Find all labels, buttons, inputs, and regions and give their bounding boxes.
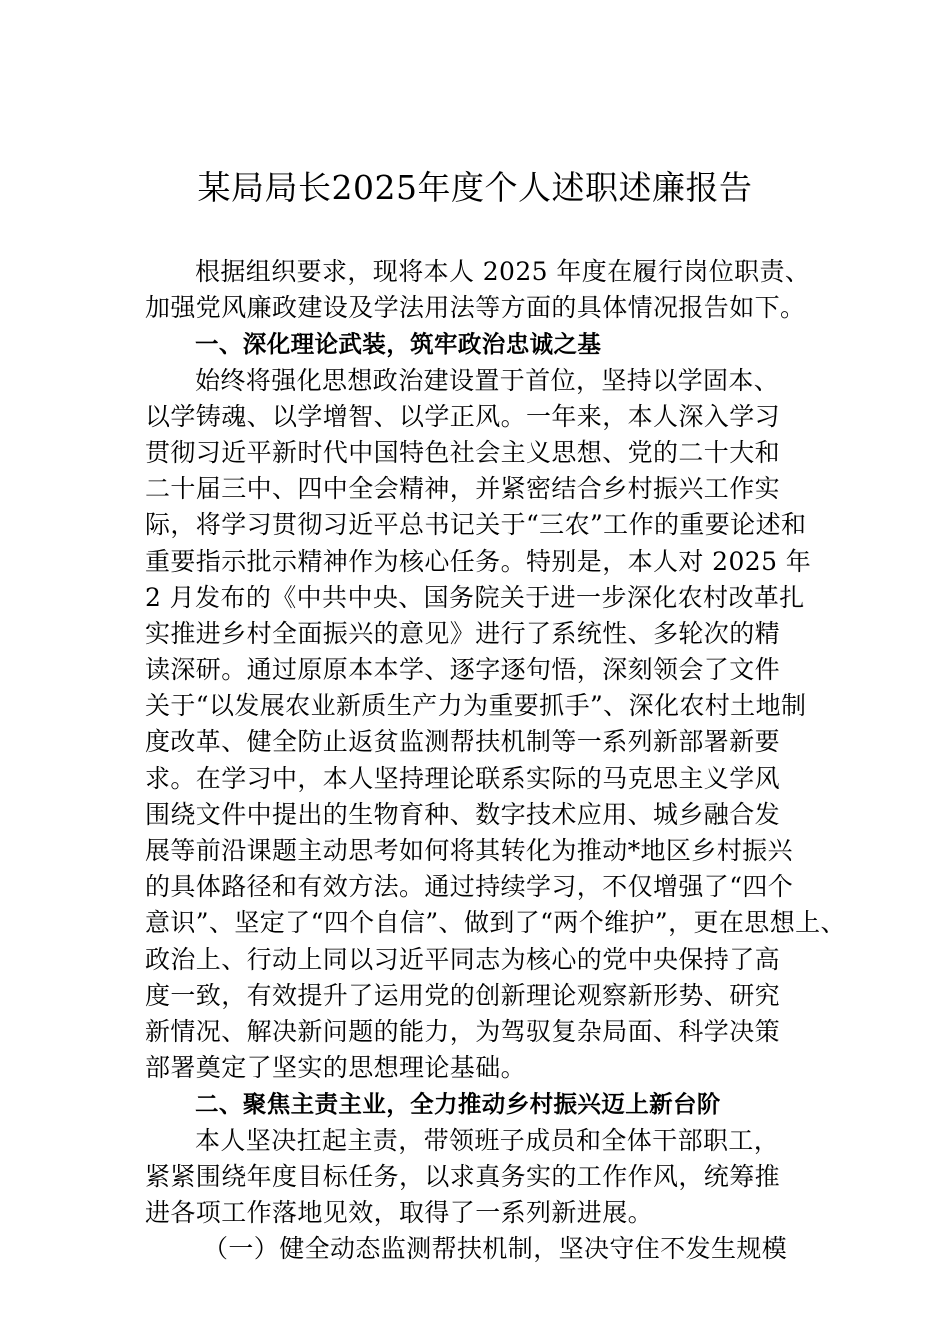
paragraph-line: 度一致，有效提升了运用党的创新理论观察新形势、研究 — [145, 980, 781, 1010]
paragraph-line: 以学铸魂、以学增智、以学正风。一年来，本人深入学习 — [145, 401, 781, 431]
paragraph-line: 二十届三中、四中全会精神，并紧密结合乡村振兴工作实 — [145, 474, 781, 504]
section-heading-2: 二、聚焦主责主业，全力推动乡村振兴迈上新台阶 — [195, 1090, 721, 1119]
paragraph-line: 政治上、行动上同以习近平同志为核心的党中央保持了高 — [145, 944, 781, 974]
paragraph-line: 展等前沿课题主动思考如何将其转化为推动*地区乡村振兴 — [145, 836, 793, 865]
subsection-heading-1: （一）健全动态监测帮扶机制，坚决守住不发生规模 — [203, 1234, 788, 1264]
paragraph-line: 贯彻习近平新时代中国特色社会主义思想、党的二十大和 — [145, 437, 781, 467]
paragraph-line: 新情况、解决新问题的能力，为驾驭复杂局面、科学决策 — [145, 1016, 781, 1046]
paragraph-line: 重要指示批示精神作为核心任务。特别是，本人对 2025 年 — [145, 546, 812, 576]
paragraph-line: 紧紧围绕年度目标任务，以求真务实的工作作风，统筹推 — [145, 1161, 781, 1191]
section-heading-1: 一、深化理论武装，筑牢政治忠诚之基 — [195, 330, 602, 359]
paragraph-line: 部署奠定了坚实的思想理论基础。 — [145, 1053, 527, 1083]
paragraph-line: 的具体路径和有效方法。通过持续学习，不仅增强了“四个 — [145, 872, 794, 902]
paragraph-line: 求。在学习中，本人坚持理论联系实际的马克思主义学风 — [145, 763, 781, 793]
paragraph-line: 始终将强化思想政治建设置于首位，坚持以学固本、 — [195, 365, 780, 395]
paragraph-line: 本人坚决扛起主责，带领班子成员和全体干部职工， — [195, 1125, 780, 1155]
paragraph-line: 根据组织要求，现将本人 2025 年度在履行岗位职责、 — [195, 257, 811, 286]
paragraph-line: 加强党风廉政建设及学法用法等方面的具体情况报告如下。 — [145, 293, 806, 323]
paragraph-line: 度改革、健全防止返贫监测帮扶机制等一系列新部署新要 — [145, 727, 781, 757]
paragraph-line: 关于“以发展农业新质生产力为重要抓手”、深化农村土地制 — [145, 691, 807, 721]
paragraph-line: 实推进乡村全面振兴的意见》进行了系统性、多轮次的精 — [145, 618, 781, 648]
paragraph-line: 进各项工作落地见效，取得了一系列新进展。 — [145, 1197, 654, 1227]
document-body — [145, 254, 846, 1267]
paragraph-line: 2 月发布的《中共中央、国务院关于进一步深化农村改革扎 — [145, 582, 805, 612]
paragraph-line: 围绕文件中提出的生物育种、数字技术应用、城乡融合发 — [145, 799, 781, 829]
document-title: 某局局长2025年度个人述职述廉报告 — [197, 168, 753, 207]
paragraph-line: 意识”、坚定了“四个自信”、做到了“两个维护”，更在思想上、 — [145, 908, 846, 938]
paragraph-line: 际，将学习贯彻习近平总书记关于“三农”工作的重要论述和 — [145, 510, 807, 540]
paragraph-line: 读深研。通过原原本本学、逐字逐句悟，深刻领会了文件 — [145, 655, 781, 685]
